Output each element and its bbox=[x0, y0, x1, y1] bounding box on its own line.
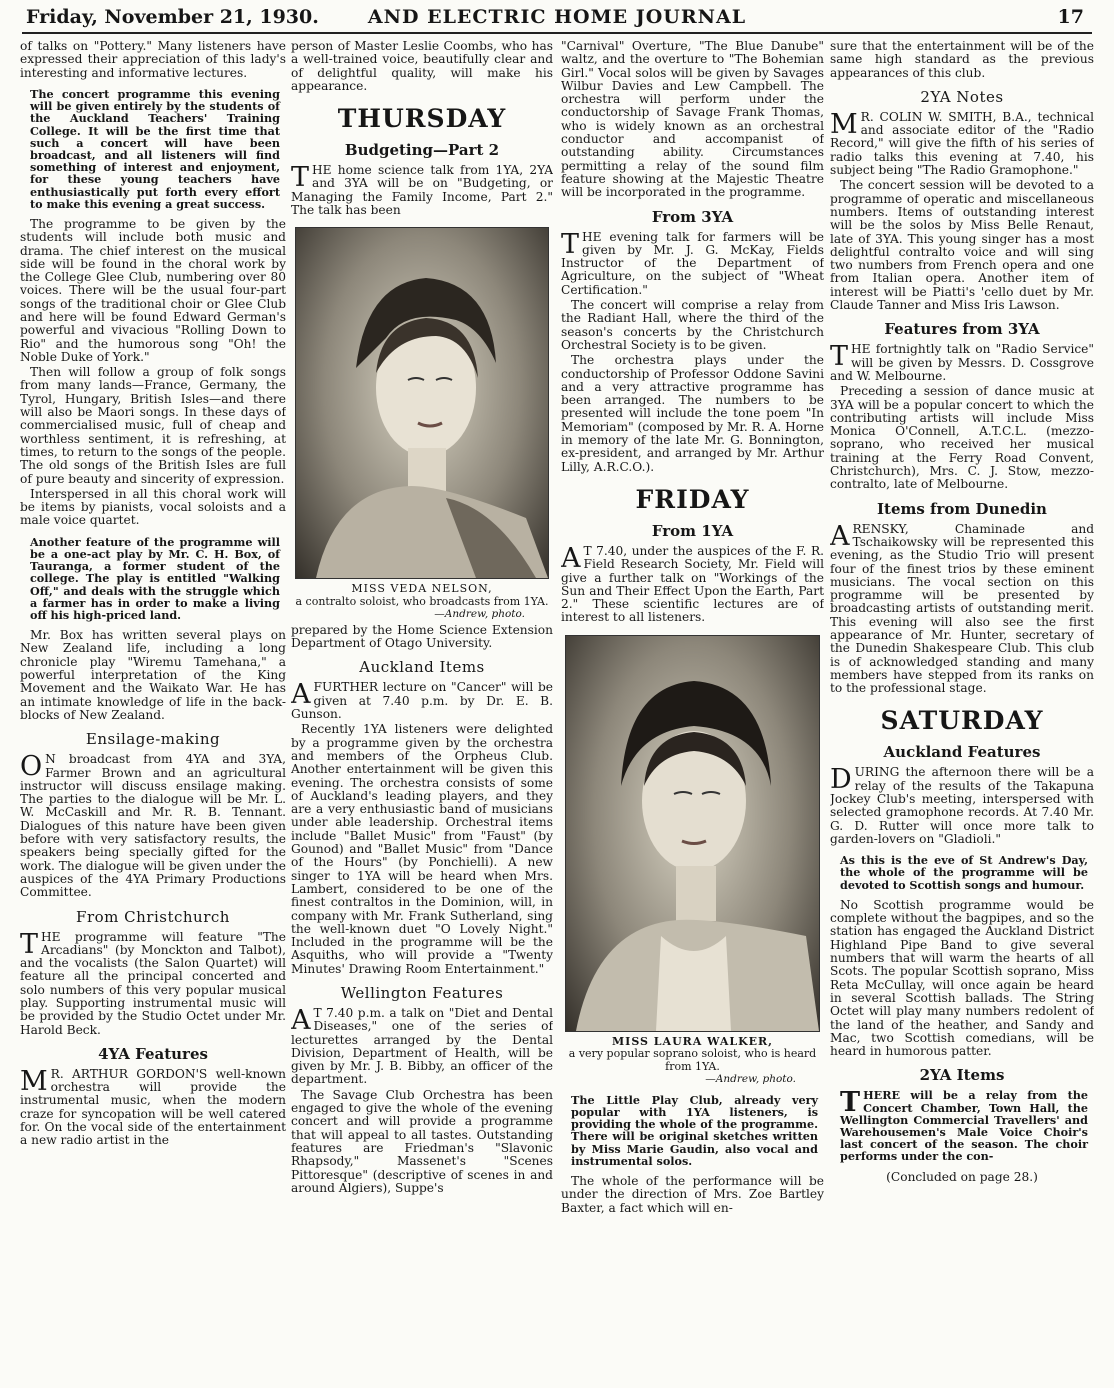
paragraph-text: FURTHER lecture on "Cancer" will be given at 7.40 p.m. by Dr. E. B. Gunson. bbox=[291, 680, 553, 722]
subheading: 2YA Notes bbox=[920, 87, 1004, 106]
paragraph-text: URING the afternoon there will be a relay of the results of the Takapuna Jockey Club's meeting, interspersed with selected gramophone records. At 7.40 Mr. G. D. Rutter will once more talk to garden-lovers on "Gladioli." bbox=[830, 765, 1094, 846]
paragraph: Interspersed in all this choral work will be items by pianists, vocal soloists and a male voice quartet. bbox=[20, 486, 286, 528]
paragraph-text: HE programme will feature "The Arcadians" (by Monckton and Talbot), and the vocalists (the Salon Quartet) will feature all the principal concerted and solo numbers of this very popular musical play. Supporting instrumental music will be provided by the Studio Octet under Mr. Harold Beck. bbox=[20, 929, 286, 1037]
paragraph: The whole of the performance will be under the direction of Mrs. Zoe Bartley Baxter, a fact which will en- bbox=[561, 1173, 824, 1215]
subheading: Wellington Features bbox=[340, 984, 504, 1002]
paragraph: Preceding a session of dance music at 3YA will be a popular concert to which the contributing artists will include Miss Monica O'Connell, A.T.C.L. (mezzo-soprano, who received her musical training at the Ferry Road Convent, Christchurch), Mrs. C. J. Stow, mezzo-contralto, late of Melbourne. bbox=[830, 384, 1094, 492]
drop-cap: O bbox=[20, 751, 43, 783]
subheading: Auckland Features bbox=[883, 743, 1041, 762]
drop-cap: A bbox=[561, 542, 581, 574]
page-number: 17 bbox=[1057, 6, 1084, 28]
paragraph: Recently 1YA listeners were delighted by a programme given by the orchestra and members of the Orpheus Club. Another entertainment will be given this evening. The orchestra consists of some of Auckland's leading players, and they are a very enthusiastic band of musicians under able leadership. Orchestral items include "Ballet Music" from "Faust" (by Gounod) and "Ballet Music" from "Dance of the Hours" (by Ponchielli). A new singer to 1YA will be heard when Mrs. Lambert, considered to be one of the finest contraltos in the Dominion, will, in company with Mr. Frank Sutherland, sing the well-known duet "O Lovely Night." Included in the programme will be the Asquiths, who will provide a "Twenty Minutes' Drawing Room Entertainment." bbox=[291, 722, 553, 976]
paragraph bbox=[830, 343, 1094, 383]
paragraph: prepared by the Home Science Extension Department of Otago University. bbox=[291, 622, 553, 651]
paragraph-text: T 7.40 p.m. a talk on "Diet and Dental Diseases," one of the series of lecturettes arranged by the Dental Division, Department of Health, will be given by Mr. J. B. Bibby, an officer of the department. bbox=[291, 1006, 553, 1087]
bold-notice: Another feature of the programme will be a one-act play by Mr. C. H. Box, of Tauranga, a former student of the college. The play is entitled "Walking Off," and deals with the struggle which a farmer has in order to make a living off his high-priced land. bbox=[30, 534, 280, 622]
paragraph: The concert session will be devoted to a programme of operatic and miscellaneous numbers. Items of outstanding interest will be the solos by Miss Belle Renaut, late of 3YA. This young singer has a most delightful contralto voice and will sing two numbers from French opera and one from Italian opera. Another item of interest will be Piatti's 'cello duet by Mr. Claude Tanner and Miss Iris Lawson. bbox=[830, 178, 1094, 313]
paragraph-text: N broadcast from 4YA and 3YA, Farmer Brown and an agricultural instructor will discuss ensilage making. The parties to the dialogue will be Mr. L. W. McCaskill and Mr. R. B. Tennant. Dialogues of this nature have been given before with very satisfactory results, the speakers being specially gifted for the work. The dialogue will be given under the auspices of the 4YA Primary Productions Committee. bbox=[20, 752, 286, 900]
paragraph bbox=[20, 753, 286, 899]
paragraph: Mr. Box has written several plays on New Zealand life, including a long chronicle play "Wiremu Tamehana," a powerful interpretation of the King Movement and the Waikato War. He has an intimate knowledge of life in the back-blocks of New Zealand. bbox=[20, 628, 286, 722]
portrait-photo-laura-walker bbox=[565, 635, 820, 1032]
drop-cap: M bbox=[20, 1065, 48, 1097]
paragraph-text: RENSKY, Chaminade and Tschaikowsky will be represented this evening, as the Studio Trio will present four of the finest trios by these eminent musicians. The vocal section on this programme will be presented by broadcasting artists of outstanding merit. This evening will also see the first appearance of Mr. Hunter, secretary of the Dunedin Shakespeare Club. This club is of acknowledged standing and many members have stepped from its ranks on to the professional stage. bbox=[830, 521, 1094, 696]
photo-caption bbox=[291, 583, 553, 621]
caption-description: a very popular soprano soloist, who is heard from 1YA. bbox=[568, 1047, 817, 1073]
bold-notice bbox=[840, 1089, 1088, 1162]
paragraph-text: HERE will be a relay from the Concert Chamber, Town Hall, the Wellington Commercial Travellers' and Warehousemen's Male Voice Choir's last concert of the season. The choir performs under the con- bbox=[840, 1088, 1088, 1164]
issue-date: Friday, November 21, 1930. bbox=[26, 6, 319, 28]
photo-caption bbox=[561, 1036, 824, 1086]
paragraph bbox=[830, 520, 1094, 696]
paragraph bbox=[561, 228, 824, 297]
drop-cap: T bbox=[561, 228, 580, 260]
subheading: 2YA Items bbox=[919, 1066, 1005, 1085]
day-heading: FRIDAY bbox=[635, 484, 750, 514]
subheading: From Christchurch bbox=[76, 907, 230, 926]
paragraph bbox=[561, 542, 824, 625]
paragraph: The concert will comprise a relay from the Radiant Hall, where the third of the season's concerts by the Christchurch Orchestral Society is to be given. bbox=[561, 298, 824, 352]
paragraph-text: T 7.40, under the auspices of the F. R. Field Research Society, Mr. Field will give a further talk on "Workings of the Sun and Their Effect Upon the Earth, Part 2." These scientific lectures are of interest to all listeners. bbox=[561, 543, 824, 625]
drop-cap: T bbox=[20, 928, 39, 960]
bold-notice: The concert programme this evening will be given entirely by the students of the Auckland Teachers' Training College. It will be the first time that such a concert will have been broadcast, and all listeners will find something of interest and enjoyment, for these young teachers have enthusiastically put forth every effort to make this evening a great success. bbox=[30, 86, 280, 211]
subheading: Items from Dunedin bbox=[877, 499, 1047, 518]
subheading: Auckland Items bbox=[359, 658, 485, 677]
journal-title: AND ELECTRIC HOME JOURNAL bbox=[367, 6, 747, 28]
paragraph bbox=[20, 1065, 286, 1148]
paragraph: The Savage Club Orchestra has been engaged to give the whole of the evening concert and will provide a programme that will appeal to all tastes. Outstanding features are Friedman's "Slavonic Rhapsody," Massenet's "Scenes Pittoresque" (descriptive of scenes in and around Algiers), Suppe's bbox=[291, 1087, 553, 1195]
paragraph bbox=[291, 164, 553, 217]
paragraph: No Scottish programme would be complete without the bagpipes, and so the station has engaged the Auckland District Highland Pipe Band to give several numbers that will warm the hearts of all Scots. The popular Scottish soprano, Miss Reta McCullay, will once again be heard in several Scottish ballads. The String Octet will play many numbers redolent of the land of the heather, and Sandy and Mac, two Scottish comedians, will be heard in humorous patter. bbox=[830, 897, 1094, 1059]
paragraph: The programme to be given by the students will include both music and drama. The chief interest on the musical side will be found in the choral work by the College Glee Club, numbering over 80 voices. There will be the usual four-part songs of the traditional choir or Glee Club and here will be found Edward German's powerful and vivacious "Rolling Down to Rio" and the humorous song "Oh! the Noble Duke of York." bbox=[20, 216, 286, 364]
portrait-illustration bbox=[296, 228, 548, 578]
paragraph: Then will follow a group of folk songs from many lands—France, Germany, the Tyrol, Hungary, British Isles—and there will also be Maori songs. In these days of commercialised music, full of cheap and worthless sentiment, it is refreshing, at times, to return to the songs of the people. The old songs of the British Isles are full of pure beauty and sincerity of expression. bbox=[20, 365, 286, 486]
caption-name: MISS LAURA WALKER, bbox=[612, 1034, 773, 1048]
paragraph bbox=[830, 766, 1094, 846]
subheading: Ensilage-making bbox=[85, 730, 221, 749]
bold-notice: As this is the eve of St Andrew's Day, the whole of the programme will be devoted to Scottish songs and humour. bbox=[840, 853, 1088, 892]
paragraph-text: HE evening talk for farmers will be given by Mr. J. G. McKay, Fields Instructor of the Department of Agriculture, on the subject of "Wheat Certification." bbox=[561, 229, 824, 297]
subheading: From 3YA bbox=[651, 207, 734, 226]
column-1 bbox=[20, 40, 286, 1385]
drop-cap: T bbox=[291, 162, 310, 194]
drop-cap: D bbox=[830, 764, 852, 796]
drop-cap: A bbox=[830, 520, 850, 552]
subheading: 4YA Features bbox=[98, 1044, 208, 1063]
portrait-photo-veda-nelson bbox=[295, 227, 549, 579]
caption-description: a contralto soloist, who broadcasts from 1YA. bbox=[295, 594, 549, 608]
paragraph-text: HE fortnightly talk on "Radio Service" will be given by Messrs. D. Cossgrove and W. Melbourne. bbox=[830, 342, 1094, 383]
paragraph: The orchestra plays under the conductorship of Professor Oddone Savini and a very attractive programme has been arranged. The numbers to be presented will include the tone poem "In Memoriam" (composed by Mr. R. A. Horne in memory of the late Mr. G. Bonnington, ex-president, and arranged by Mr. Arthur Lilly, A.R.C.O.). bbox=[561, 353, 824, 474]
photo-credit: —Andrew, photo. bbox=[434, 608, 525, 621]
caption-name: MISS VEDA NELSON, bbox=[351, 582, 493, 596]
day-heading: SATURDAY bbox=[880, 706, 1044, 736]
subheading: Budgeting—Part 2 bbox=[344, 141, 500, 160]
photo-credit: —Andrew, photo. bbox=[705, 1073, 796, 1086]
day-heading: THURSDAY bbox=[337, 104, 507, 134]
subheading: Features from 3YA bbox=[884, 320, 1040, 339]
paragraph-text: R. ARTHUR GORDON'S well-known orchestra will provide the instrumental music, when the modern craze for syncopation will be well catered for. On the vocal side of the entertainment a new radio artist in the bbox=[20, 1066, 286, 1148]
paragraph: "Carnival" Overture, "The Blue Danube" waltz, and the overture to "The Bohemian Girl." Vocal solos will be given by Savages Wilbur Davies and Lew Campbell. The orchestra will perform under the conductorship of Savage Frank Thomas, who is widely known as an orchestral conductor and accompanist of outstanding ability. Circumstances permitting a relay of the sound film feature showing at the Majestic Theatre will be incorporated in the programme. bbox=[561, 40, 824, 200]
paragraph bbox=[291, 1007, 553, 1087]
drop-cap: A bbox=[291, 1005, 311, 1036]
drop-cap: T bbox=[840, 1087, 861, 1119]
paragraph: person of Master Leslie Coombs, who has a well-trained voice, beautifully clear and of delightful quality, will make his appearance. bbox=[291, 40, 553, 93]
paragraph bbox=[830, 108, 1094, 178]
drop-cap: T bbox=[830, 341, 849, 373]
bold-notice: The Little Play Club, already very popular with 1YA listeners, is providing the whole of the programme. There will be original sketches written by Miss Marie Gaudin, also vocal and instrumental solos. bbox=[571, 1092, 818, 1168]
column-2 bbox=[291, 40, 553, 1385]
paragraph bbox=[291, 681, 553, 721]
paragraph: sure that the entertainment will be of the same high standard as the previous appearances of this club. bbox=[830, 40, 1094, 80]
paragraph: of talks on "Pottery." Many listeners have expressed their appreciation of this lady's interesting and informative lectures. bbox=[20, 40, 286, 80]
column-4 bbox=[830, 40, 1094, 1385]
paragraph-text: R. COLIN W. SMITH, B.A., technical and associate editor of the "Radio Record," will give the fifth of his series of radio talks this evening at 7.40, his subject being "The Radio Gramophone." bbox=[830, 109, 1094, 178]
drop-cap: A bbox=[291, 679, 311, 711]
continuation-note: (Concluded on page 28.) bbox=[886, 1169, 1038, 1184]
portrait-illustration bbox=[566, 636, 819, 1031]
column-3 bbox=[561, 40, 824, 1385]
drop-cap: M bbox=[830, 108, 858, 140]
subheading: From 1YA bbox=[651, 521, 734, 540]
paragraph bbox=[20, 928, 286, 1037]
page-header bbox=[22, 4, 1092, 34]
paragraph-text: HE home science talk from 1YA, 2YA and 3YA will be on "Budgeting, or Managing the Family Income, Part 2." The talk has been bbox=[291, 163, 553, 218]
